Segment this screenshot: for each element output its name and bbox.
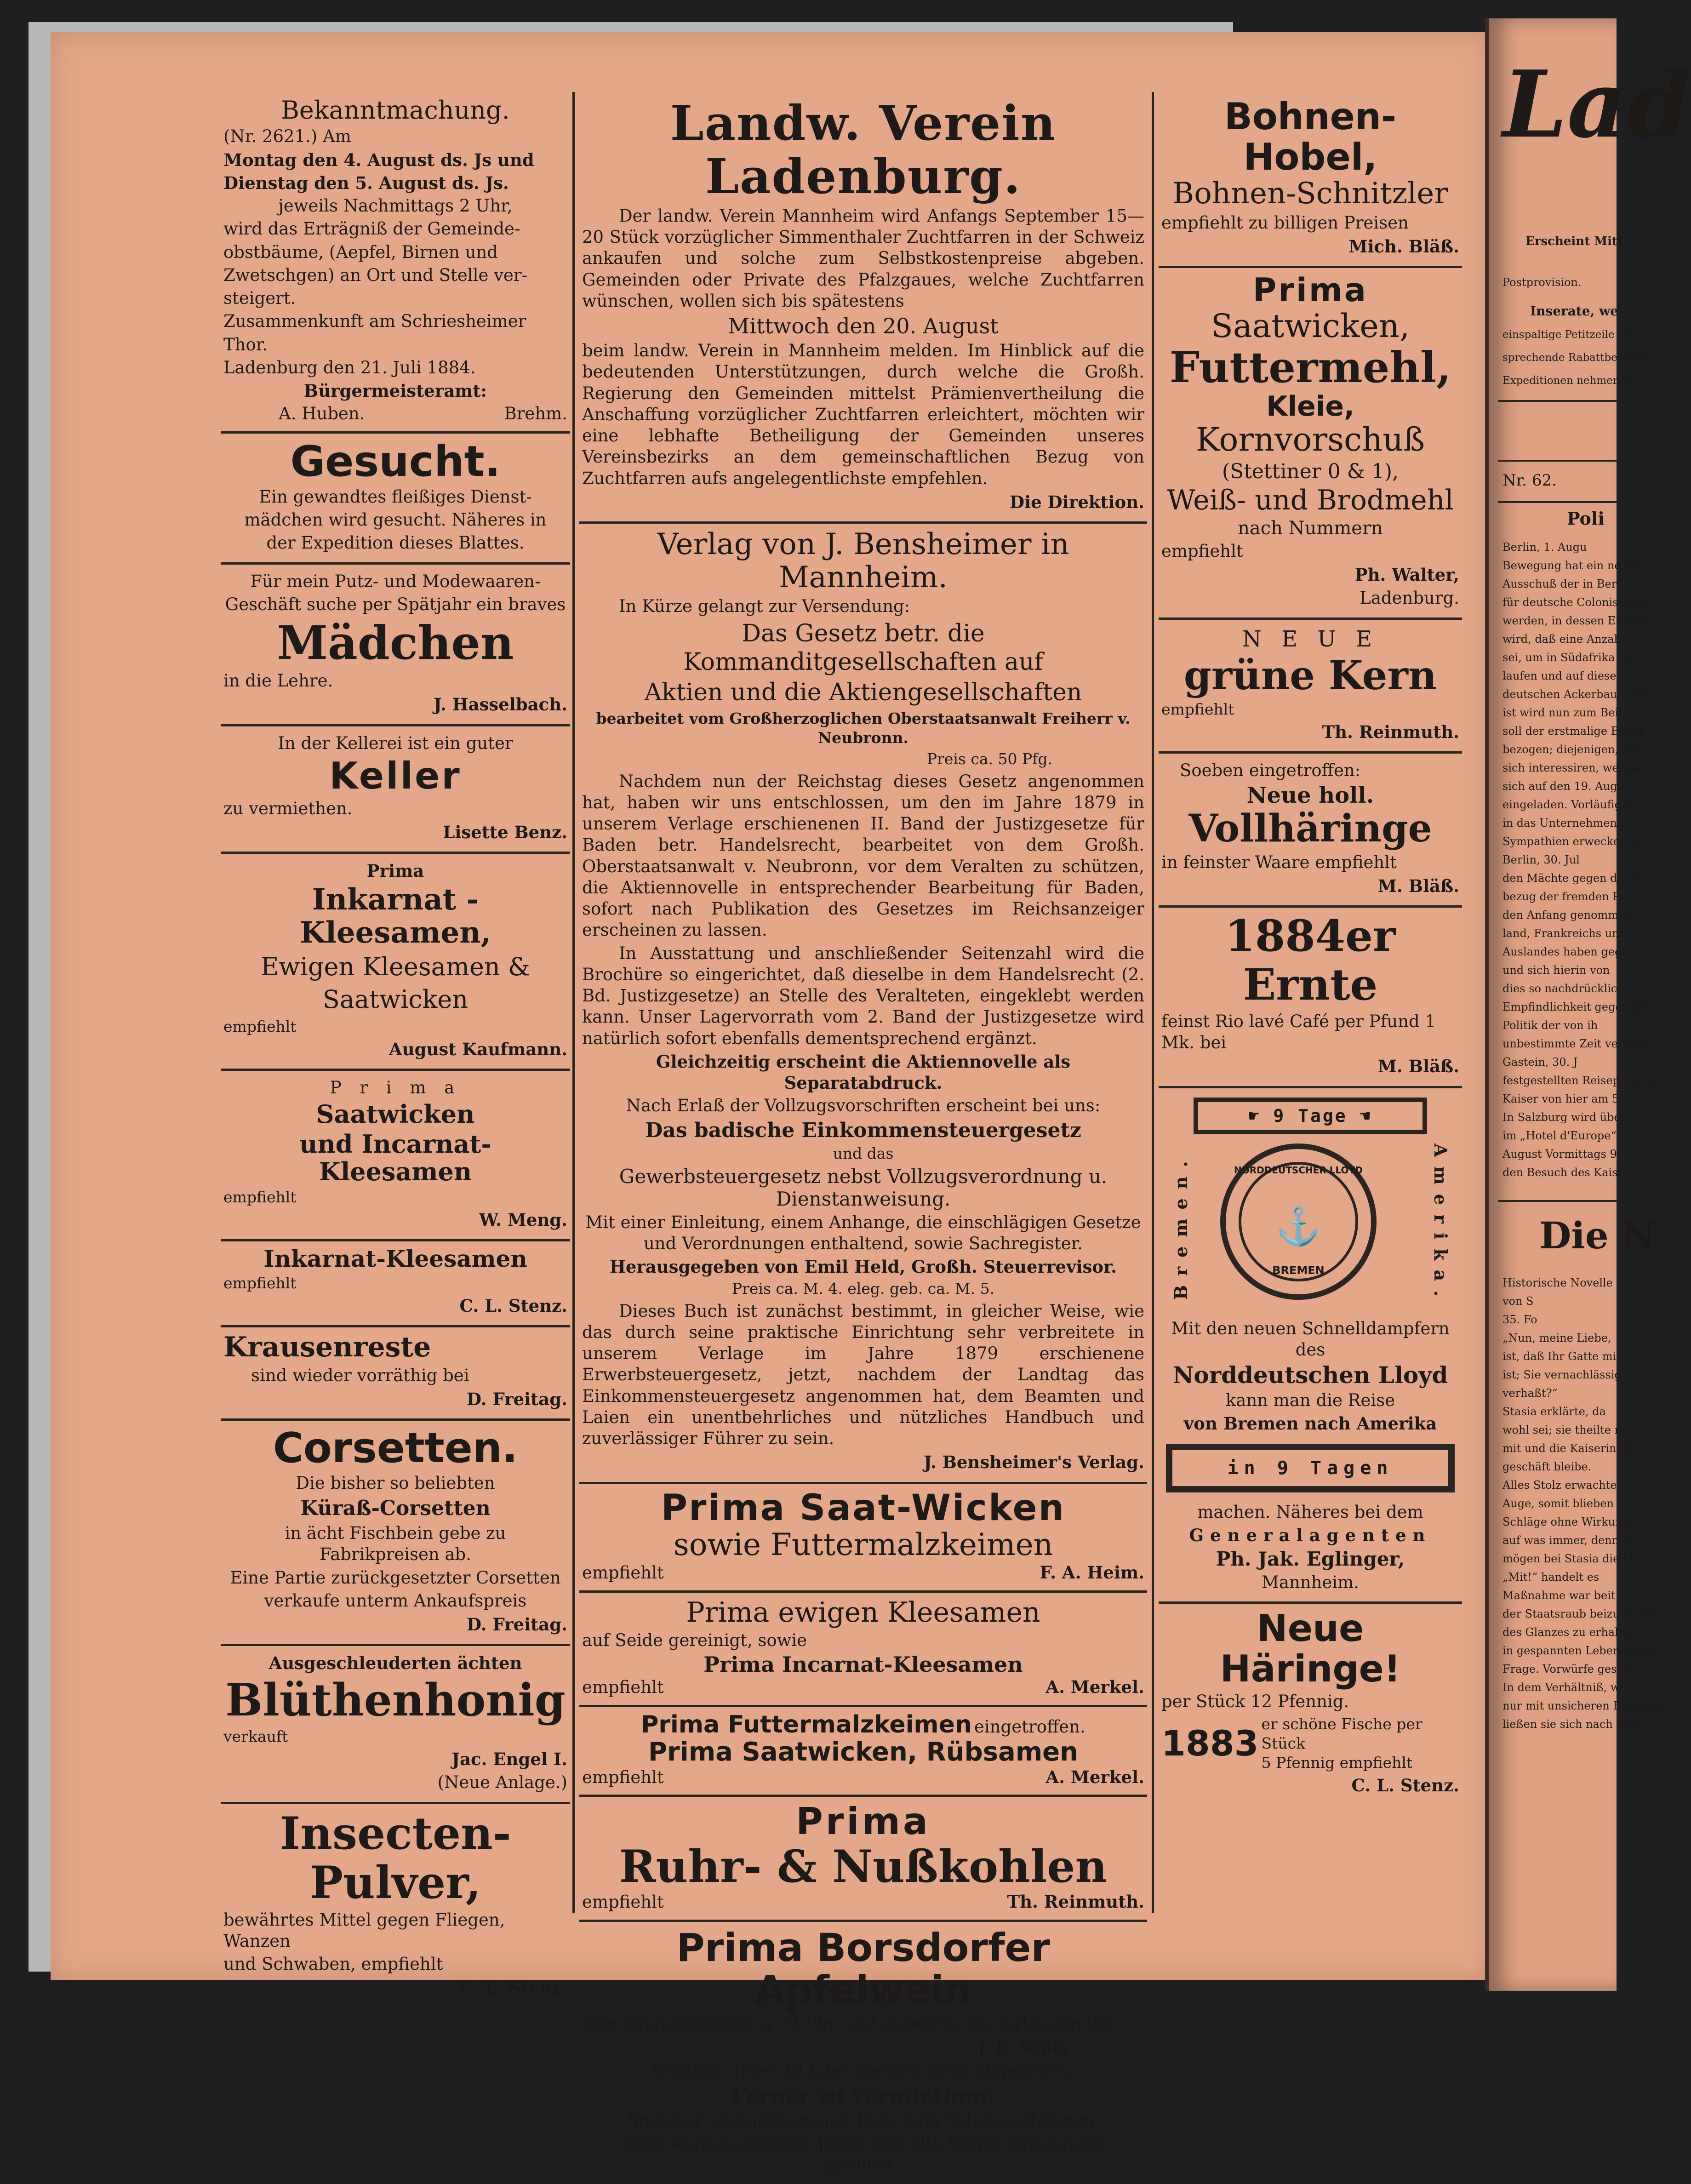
ad-insecten-pulver: [221, 1804, 570, 2007]
ad-title: grüne Kern: [1183, 652, 1437, 699]
ad-title: Verlag von J. Bensheimer in Mannheim.: [657, 527, 1069, 595]
lloyd-emblem: [1166, 1098, 1455, 1314]
text-line: sich auf den 19. Augu: [1502, 780, 1624, 793]
ad-title: Kornvorschuß: [1195, 421, 1425, 459]
signature: C. L. Stenz.: [459, 1296, 567, 1316]
text-line: Ausschuß der in Berlin: [1502, 577, 1631, 590]
text-line: Berlin, 30. Jul: [1502, 853, 1580, 866]
text-line: Herausgegeben von Emil Held, Großh. Steuerrevisor.: [609, 1257, 1117, 1277]
text-line: kann man die Reise: [1225, 1390, 1395, 1411]
text-line: (Stettiner 0 & 1),: [1222, 459, 1399, 483]
text-line: In Salzburg wird überi: [1502, 1111, 1629, 1124]
text-line: empfiehlt: [223, 1274, 297, 1292]
text-line: Empfindlichkeit gegenüber: [1502, 1001, 1655, 1013]
text-line: Thor.: [223, 334, 268, 354]
column-middle: [579, 92, 1147, 2175]
text-line: zu vermiethen.: [223, 798, 353, 818]
signature: Th. Reinmuth.: [1007, 1892, 1144, 1912]
ad-keller: [221, 726, 570, 854]
text-line: sei, um in Südafrika ge: [1502, 651, 1632, 664]
price: Preis ca. 50 Pfg.: [926, 750, 1052, 768]
text-line: „Mit!“ handelt es: [1502, 1571, 1600, 1584]
issue-number: Nr. 62.: [1502, 471, 1557, 490]
signature: Ph. Walter,: [1354, 565, 1459, 585]
text-line: Sympathien erwecken wi: [1502, 835, 1644, 848]
column-left: [221, 92, 570, 1998]
text-line: P r i m a: [330, 1078, 461, 1098]
ad-title: Prima Borsdorfer Apfelwein: [676, 1925, 1050, 2012]
text-line: Ladenburg.: [1360, 588, 1459, 608]
ad-title: Prima ewigen Kleesamen: [686, 1596, 1040, 1629]
ad-inkarnat-stenz: [221, 1241, 570, 1327]
text-line: Inserate, we: [1530, 303, 1619, 319]
ad-title: Neue Häringe!: [1220, 1607, 1401, 1691]
ad-title: Bohnen-Schnitzler: [1172, 177, 1448, 211]
text-line: Expeditionen nehmen In: [1502, 375, 1634, 387]
ad-title: Inkarnat-Kleesamen: [263, 1245, 527, 1272]
seal-text: NORDDEUTSCHER LLOYD: [1234, 1164, 1363, 1176]
text-line: sind wieder vorräthig bei: [251, 1365, 469, 1385]
text-line: Erscheint Mitt: [1525, 234, 1623, 248]
signature: Jac. Engel I.: [451, 1749, 567, 1770]
text-line: auf was immer, denn d: [1502, 1534, 1630, 1547]
text-line: Ladenburg den 21. Juli 1884.: [223, 357, 476, 377]
text-line: in das Unternehmen i: [1502, 817, 1624, 829]
text-line: Ferner zu vermiethen:: [731, 2083, 995, 2108]
text-line: in feinster Waare empfiehlt: [1161, 852, 1397, 873]
text-line: (Neue Anlage.): [437, 1772, 567, 1793]
signature: J. Hasselbach.: [434, 694, 567, 715]
signature: Mich. Bläß.: [1348, 236, 1459, 257]
text-line: Gleichzeitig erscheint die Aktiennovelle als Separatabdruck.: [656, 1051, 1071, 1093]
signature: A. Merkel.: [1045, 1677, 1144, 1698]
text-line: den Mächte gegen die bo: [1502, 872, 1645, 885]
rule: [1498, 400, 1617, 402]
text-line: Mittwoch den 20. August: [728, 314, 999, 339]
ad-title: Vollhäringe: [1188, 806, 1432, 851]
text-line: von Bremen nach Amerika: [1183, 1413, 1437, 1434]
text-line: Norddeutschen Lloyd: [1172, 1361, 1448, 1389]
paragraph: Der landw. Verein Mannheim wird Anfangs September 15—20 Stück vorzüglicher Simmenthaler Zuchtfarren in der Schweiz ankaufen und solche zum Selbstkostenpreise abgeben. Gemeinden oder Private des Pfalzgaues, welche Zuchtfarren wünschen, wollen sich bis spätestens: [582, 206, 1144, 311]
text-line: ist; Sie vernachlässig: [1502, 1368, 1622, 1381]
ad-title: Corsetten.: [273, 1424, 518, 1472]
ad-title: Blüthenhonig: [225, 1674, 566, 1727]
signature: J. Bensheimer's Verlag.: [924, 1452, 1144, 1473]
ad-title: Insecten-Pulver,: [280, 1807, 511, 1909]
text-line: in ächt Fischbein gebe zu Fabrikpreisen ab.: [285, 1523, 506, 1565]
ad-title: Prima: [796, 1800, 931, 1843]
text-line: Dienstag den 5. August ds. Js.: [223, 172, 509, 193]
ad-neue-haeringe: [1159, 1604, 1462, 1805]
text-line: von S: [1502, 1295, 1534, 1308]
column-rule: [1152, 92, 1154, 1913]
column-right: [1159, 92, 1462, 1922]
ad-title: Saatwicken,: [1211, 307, 1410, 345]
text-line: Auch werden mehrere junge und alte Gänse anzukaufen gesucht.: [620, 2133, 1107, 2175]
text-line: Politik der von ih: [1502, 1019, 1598, 1032]
text-line: Historische Novelle: [1502, 1276, 1613, 1289]
column-rule: [572, 92, 575, 1913]
ad-bohnen-hobel: [1159, 92, 1462, 268]
text-line: den Besuch des Kaise: [1502, 1166, 1624, 1179]
text-line: in die Lehre.: [223, 671, 333, 691]
text-line: Speicher und geräumigen Platz zum Tabak aufhängen.: [627, 2110, 1100, 2130]
text-line: wird das Erträgniß der Gemeinde-: [223, 219, 520, 239]
text-line: Prima: [366, 861, 424, 881]
facing-page: [1485, 18, 1691, 1991]
text-line: Maßnahme war beit: [1502, 1589, 1616, 1602]
text-line: laufen und auf diese: [1502, 669, 1617, 682]
lloyd-seal: [1220, 1143, 1377, 1300]
ad-gruene-kern: [1159, 620, 1462, 754]
text-line: Bewegung hat ein neues U: [1502, 559, 1653, 572]
signature: F. A. Heim.: [1040, 1562, 1144, 1583]
text-line: und das: [833, 1144, 894, 1162]
text-line: bewährtes Mittel gegen Fliegen, Wanzen: [223, 1910, 505, 1951]
ad-lines: [223, 126, 567, 424]
text-line: Für mein Putz- und Modewaaren-: [250, 571, 541, 591]
section-heading: Poli: [1567, 508, 1605, 529]
text-line: August Vormittags 9½: [1502, 1148, 1628, 1161]
text-line: ließen sie sich nach ihre: [1502, 1718, 1639, 1731]
text-line: (Nr. 2621.) Am: [223, 126, 351, 147]
text-line: sprechende Rabattbewillig: [1502, 352, 1647, 364]
paragraph: Nachdem nun der Reichstag dieses Gesetz angenommen hat, haben wir uns entschlossen, um den im Jahre 1879 in unserem Verlage erschienenen II. Band der Justizgesetze für Baden betr. Handelsrecht, bearbeitet von dem Großh. Oberstaatsanwalt v. Neubronn, vor dem Veralten zu schützen, die Aktiennovelle in entsprechender Bearbeitung für Baden, sofort nach Publikation des Gesetzes im Reichsanzeiger erscheinen zu lassen.: [582, 771, 1144, 940]
text-line: auf Seide gereinigt, sowie: [582, 1630, 807, 1650]
text-line: In Kürze gelangt zur Versendung:: [619, 596, 910, 617]
text-line: Alles Stolz erwachte: [1502, 1479, 1617, 1492]
ad-title: Gesucht.: [290, 436, 501, 486]
text-line: wohl sei; sie theilte m: [1502, 1424, 1625, 1436]
text-line: 35. Fo: [1502, 1313, 1537, 1326]
text-line: steigert.: [223, 288, 296, 309]
ad-title: Krausenreste: [223, 1331, 431, 1364]
text-line: festgestellten Reiseprogram: [1502, 1074, 1661, 1087]
rule: [1498, 501, 1617, 503]
ad-title: und Incarnat-Kleesamen: [299, 1129, 491, 1187]
ad-title: Prima: [1253, 271, 1368, 309]
text-line: verhaßt?“: [1502, 1387, 1558, 1400]
ad-title: Keller: [329, 754, 462, 797]
ad-title: Neue holl.: [1246, 782, 1374, 808]
ad-title: Inkarnat - Kleesamen,: [299, 882, 491, 950]
text-line: In der Kellerei ist ein guter: [278, 733, 513, 753]
ad-title: Prima Saatwicken, Rübsamen: [648, 1737, 1079, 1767]
text-line: 5 Pfennig empfiehlt: [1261, 1754, 1413, 1772]
text-line: Saatwicken: [322, 985, 468, 1014]
text-line: und sich hierin von: [1502, 964, 1610, 977]
signature: D. Freitag.: [466, 1614, 567, 1635]
text-line: Ein gewandtes fleißiges Dienst-: [259, 486, 532, 507]
ad-title: Ruhr- & Nußkohlen: [619, 1840, 1108, 1892]
text-line: verkauft: [223, 1727, 288, 1745]
text-line: deutschen Ackerbau- und: [1502, 688, 1646, 701]
text-line: eingetroffen.: [974, 1716, 1085, 1737]
newspaper-page: [51, 32, 1490, 2175]
ad-title: Prima Futtermalzkeimen: [641, 1710, 972, 1738]
text-line: Nach Erlaß der Vollzugsvorschriften erscheint bei uns:: [626, 1096, 1101, 1116]
ad-title: 1884er Ernte: [1225, 911, 1396, 1010]
text-line: in gespannten Lebenslagen: [1502, 1644, 1657, 1657]
ad-title: sowie Futtermalzkeimen: [673, 1527, 1053, 1563]
text-line: werden, in dessen Eingan: [1502, 614, 1647, 627]
ad-norddeutscher-lloyd: [1159, 1088, 1462, 1604]
text-line: soll der erstmalige Beitra: [1502, 725, 1645, 738]
text-line: mögen bei Stasia die U: [1502, 1552, 1633, 1565]
text-line: jeweils Nachmittags 2 Uhr,: [278, 196, 513, 216]
ad-saatwicken-meng: [221, 1071, 570, 1241]
text-line: empfiehlt: [1161, 541, 1243, 561]
text-line: empfiehlt: [582, 1563, 664, 1583]
ad-bekanntmachung: [221, 92, 570, 434]
text-line: „Nun, meine Liebe,: [1502, 1332, 1611, 1344]
text-line: nur mit unsicheren Bestrebu: [1502, 1699, 1664, 1712]
signature: Lisette Benz.: [443, 822, 567, 842]
column-text: [1502, 538, 1661, 1182]
text-line: Schläge ohne Wirkung;: [1502, 1515, 1634, 1528]
text-line: der Staatsraub beizutragen,: [1502, 1607, 1660, 1620]
text-line: des Glanzes zu erhalten;: [1502, 1626, 1640, 1639]
text-line: Gastein, 30. J: [1502, 1056, 1578, 1069]
text-line: dies so nachdrücklich: [1502, 982, 1624, 995]
text-line: sich interessiren, werden: [1502, 761, 1645, 774]
text-line: Zwetschgen) an Ort und Stelle ver-: [223, 265, 528, 285]
text-line: Eine Partie zurückgesetzter Corsetten: [230, 1567, 561, 1588]
ad-title: Landw. Verein Ladenburg.: [670, 95, 1057, 205]
text-line: Geschäft suche per Spätjahr ein braves: [225, 594, 566, 614]
text-line: Ausgeschleuderten ächten: [269, 1653, 522, 1674]
ad-walter: [1159, 268, 1462, 620]
text-line: Mannheim.: [1261, 1572, 1359, 1593]
signature: Brehm.: [504, 404, 567, 424]
text-line: eingeladen. Vorläufig s: [1502, 798, 1631, 811]
text-line: Montag den 4. August ds. Js und: [223, 149, 534, 170]
masthead: Lad: [1502, 51, 1691, 159]
ad-landw-verein: [579, 92, 1147, 524]
bremen-vertical: Bremen.: [1171, 1151, 1191, 1300]
signature: M. Bläß.: [1377, 1056, 1459, 1077]
text-line: Mit einer Einleitung, einem Anhange, die einschlägigen Gesetze und Verordnungen enthaltend, sowie Sachregister.: [585, 1212, 1141, 1253]
ad-krausenreste: [221, 1327, 570, 1421]
text-line: im „Hotel d'Europe“: [1502, 1129, 1617, 1142]
text-line: er schöne Fische per Stück: [1261, 1715, 1422, 1752]
text-line: mit und die Kaiserin de: [1502, 1442, 1634, 1455]
ad-title: Prima Incarnat-Kleesamen: [703, 1652, 1023, 1677]
paragraph: In Ausstattung und anschließender Seitenzahl wird die Brochüre so eingerichtet, daß dieselbe in dem Handelsrecht (2. Bd. Justizgesetze) an Stelle des Veralteten, eingeklebt werden kann. Unser Lagervorrath vom 2. Band der Justizgesetze wird natürlich sofort ebenfalls dementsprechend ergänzt.: [582, 943, 1144, 1048]
ad-kohlen: [579, 1797, 1147, 1922]
price: Preis ca. M. 4. eleg. geb. ca. M. 5.: [731, 1280, 995, 1298]
signature: M. Bläß.: [1377, 876, 1459, 897]
text-line: empfiehlt: [1161, 700, 1234, 718]
ad-title: Prima Saat-Wicken: [661, 1487, 1066, 1529]
text-line: bezug der fremden Po: [1502, 890, 1626, 903]
book-title: Das Gesetz betr. die Kommanditgesellschaften auf: [683, 619, 1043, 676]
tage-box: ☛ 9 Tage ☚: [1194, 1098, 1427, 1134]
signature: A. Merkel.: [1045, 1767, 1144, 1787]
ad-bluethenhonig: [221, 1646, 570, 1804]
text-line: bezogen; diejenigen, welc: [1502, 743, 1648, 756]
text-line: Frage. Vorwürfe gesagt: [1502, 1663, 1635, 1675]
signature: W. Meng.: [479, 1209, 567, 1230]
ad-title: Weiß- und Brodmehl: [1167, 484, 1454, 516]
text-line: ist, daß Ihr Gatte mi: [1502, 1350, 1617, 1363]
text-line: Soeben eingetroffen:: [1180, 760, 1361, 781]
signature: J. F. Scola.: [977, 2037, 1075, 2058]
text-line: empfiehlt: [223, 1017, 297, 1035]
ad-corsetten: [221, 1421, 570, 1646]
seal-text: BREMEN: [1272, 1264, 1325, 1277]
book-title: Gewerbsteuergesetz nebst Vollzugsverordnung u. Dienstanweisung.: [619, 1165, 1108, 1210]
ad-merkel-futter: [579, 1707, 1147, 1797]
text-line: N E U E: [1242, 626, 1379, 652]
nine-days-box: in 9 Tagen: [1166, 1444, 1455, 1492]
amerika-vertical: Amerika.: [1430, 1143, 1451, 1306]
text-line: Stasia erklärte, da: [1502, 1405, 1606, 1418]
paragraph: beim landw. Verein in Mannheim melden. Im Hinblick auf die bedeutenden Unterstützungen, durch welche die Großh. Regierung den Gemeinden mittelst Prämienvertheilung die Anschaffung vorzüglicher Zuchtfarren erleichtert, möchten wir eine lebhafte Betheiligung der Gemeinden unseres Vereinsbezirks an dem gemeinschaftlichen Bezug von Zuchtfarren aufs angelegentlichste empfehlen.: [582, 341, 1144, 488]
text-line: land, Frankreichs und: [1502, 927, 1626, 940]
ad-inkarnat: [221, 854, 570, 1071]
text-line: Die bisher so beliebten: [296, 1473, 495, 1493]
text-line: obstbäume, (Aepfel, Birnen und: [223, 242, 498, 262]
text-line: einspaltige Petitzeile od: [1502, 329, 1631, 341]
text-line: Ph. Jak. Eglinger,: [1216, 1548, 1405, 1571]
text-line: verkaufe unterm Ankaufspreis: [264, 1590, 527, 1611]
text-line: per Stück 12 Pfennig.: [1161, 1692, 1349, 1712]
text-line: und Schwaben, empfiehlt: [223, 1954, 443, 1974]
signature: Th. Reinmuth.: [1322, 722, 1459, 743]
text-line: Küraß-Corsetten: [300, 1497, 491, 1521]
ad-title: Kleie,: [1266, 390, 1354, 423]
text-line: feinst Rio lavé Café per Pfund 1 Mk. bei: [1161, 1011, 1436, 1053]
ad-title: Saatwicken: [316, 1099, 475, 1129]
ad-ernte: [1159, 908, 1462, 1088]
text-line: Auslandes haben gegen: [1502, 945, 1636, 958]
office-name: Bürgermeisteramt:: [303, 381, 487, 401]
text-line: für deutsche Colonisation: [1502, 596, 1647, 609]
text-line: Zusammenkunft am Schriesheimer: [223, 311, 526, 332]
text-line: der Expedition dieses Blattes.: [266, 533, 525, 553]
ad-verlag-bensheimer: [579, 524, 1147, 1484]
signature: Die Direktion.: [1010, 492, 1144, 512]
signature: C. L. Stenz.: [459, 1978, 567, 1998]
text-line: empfiehlt: [582, 1767, 664, 1787]
paragraph: Dieses Buch ist zunächst bestimmt, in gleicher Weise, wie das durch seine praktische Einrichtung sehr verbreitete in unserem Verlage im Jahre 1879 erschienene Erwerbsteuergesetz, jetzt, nachdem der Landtag das Einkommensteuergesetz angenommen hat, dem Beamten und Laien ein unentbehrliches und nützliches Handbuch und zuverlässiger Führer zu sein.: [582, 1301, 1144, 1449]
text-line: vom Taunusgebirge, à 22 Pfg. und aufwärts, zu verkaufen bei: [582, 2013, 1113, 2034]
text-line: machen. Näheres bei dem: [1197, 1502, 1423, 1522]
signature: A. Huben.: [279, 404, 365, 424]
text-line: Gebinde unter 20 Liter werden nicht abgegeben.: [651, 2060, 1075, 2081]
novel-title: Die N: [1539, 1214, 1655, 1257]
ad-title: Bekanntmachung.: [281, 96, 510, 125]
ad-vollhaeringe: [1159, 754, 1462, 908]
rule: [1498, 460, 1617, 462]
ad-title: Mädchen: [277, 616, 514, 670]
text-line: den Anfang genommen,: [1502, 909, 1636, 921]
ad-heim: [579, 1484, 1147, 1593]
text-line: In dem Verhältniß, wie: [1502, 1681, 1630, 1694]
text-line: Auge, somit blieben die: [1502, 1497, 1634, 1510]
year: 1883: [1161, 1723, 1259, 1764]
ad-title: Bohnen-Hobel,: [1224, 95, 1397, 178]
rule: [1498, 1200, 1617, 1202]
text-line: unbestimmte Zeit verschie: [1502, 1037, 1652, 1050]
text-line: Kaiser von hier am 5.: [1502, 1092, 1622, 1105]
text-line: empfiehlt: [582, 1677, 664, 1698]
text-line: empfiehlt: [223, 1188, 297, 1206]
ad-title: Futtermehl,: [1169, 343, 1451, 393]
ad-maedchen: [221, 565, 570, 726]
text-line: mädchen wird gesucht. Näheres in: [244, 510, 547, 530]
text-line: Berlin, 1. Augu: [1502, 541, 1587, 554]
ad-merkel-kleesamen: [579, 1593, 1147, 1707]
text-line: geschäft bleibe.: [1502, 1460, 1592, 1473]
ad-gesucht: [221, 434, 570, 565]
text-line: Postprovision.: [1502, 276, 1582, 289]
signature: D. Freitag.: [466, 1389, 567, 1409]
text-line: empfiehlt: [582, 1892, 664, 1912]
signature: C. L. Stenz.: [1351, 1775, 1459, 1796]
text-line: nach Nummern: [1238, 518, 1383, 539]
text-line: wird, daß eine Anzahl bo: [1502, 633, 1642, 646]
novel-text: [1502, 1274, 1664, 1733]
signature: August Kaufmann.: [389, 1039, 567, 1059]
text-line: bearbeitet vom Großherzoglichen Oberstaatsanwalt Freiherr v. Neubronn.: [596, 709, 1131, 747]
book-title: Das badische Einkommensteuergesetz: [645, 1118, 1081, 1142]
text-line: Mit den neuen Schnelldampfern des: [1171, 1318, 1450, 1360]
ad-apfelwein: [579, 1922, 1147, 2184]
text-line: empfiehlt zu billigen Preisen: [1161, 212, 1409, 233]
text-line: Generalagenten: [1189, 1525, 1432, 1545]
text-line: ist wird nun zum Beit: [1502, 706, 1623, 719]
anchor-icon: ⚓: [1275, 1205, 1321, 1248]
text-line: Ewigen Kleesamen &: [261, 952, 530, 981]
book-title: Aktien und die Aktiengesellschaften: [644, 679, 1082, 707]
